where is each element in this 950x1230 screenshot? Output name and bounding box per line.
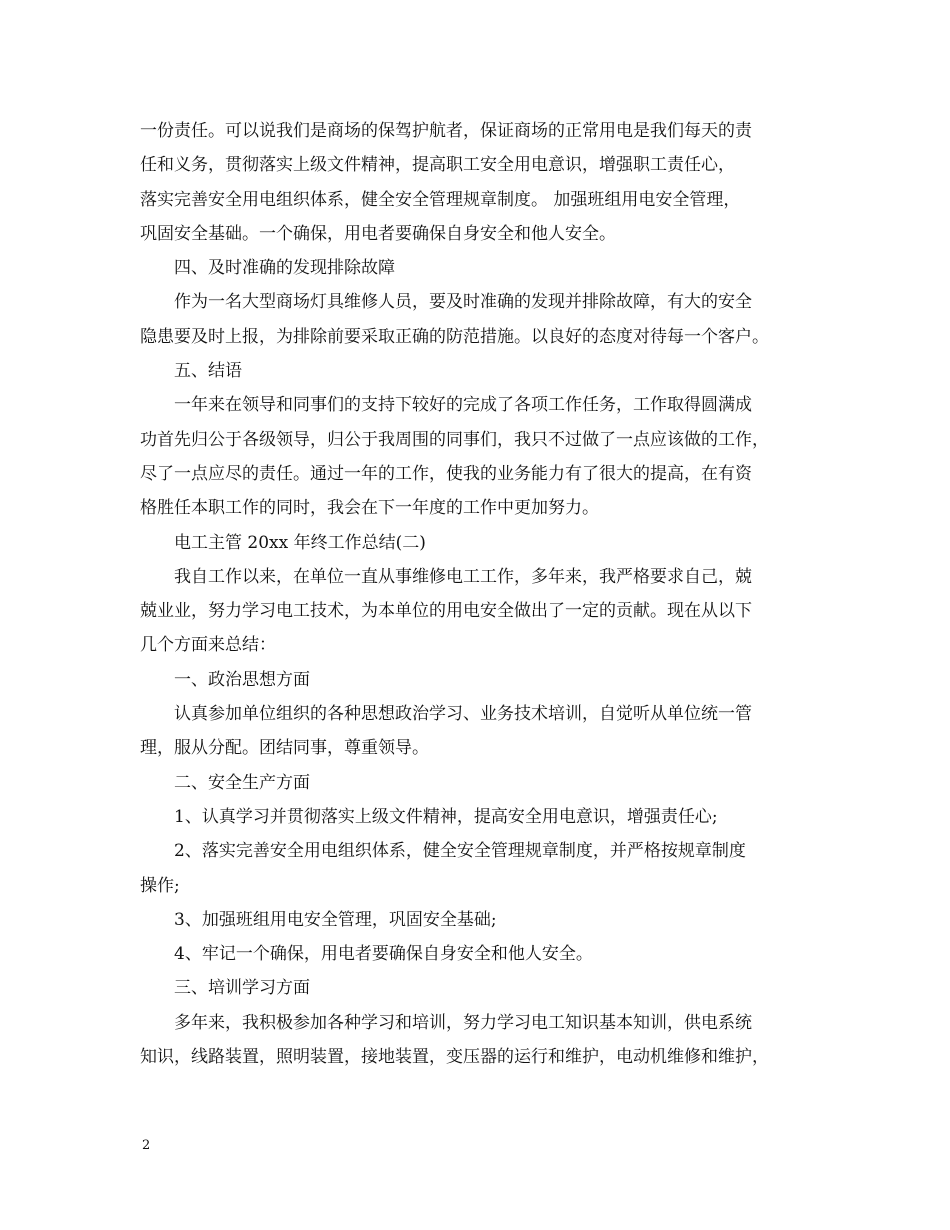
- text-line: 操作;: [140, 875, 180, 896]
- text-line: 五、结语: [174, 361, 242, 382]
- text-line: 2、落实完善安全用电组织体系，健全安全管理规章制度，并严格按规章制度: [174, 841, 746, 862]
- text-line: 理，服从分配。团结同事，尊重领导。: [140, 738, 429, 759]
- text-line: 多年来，我积极参加各种学习和培训，努力学习电工知识基本知训，供电系统: [174, 1012, 752, 1033]
- text-line: 1、认真学习并贯彻落实上级文件精神，提高安全用电意识，增强责任心;: [174, 806, 718, 827]
- document-body: [140, 114, 830, 1074]
- text-line: 巩固安全基础。一个确保，用电者要确保自身安全和他人安全。: [140, 223, 616, 244]
- text-line: 尽了一点应尽的责任。通过一年的工作，使我的业务能力有了很大的提高，在有资: [140, 463, 752, 484]
- text-line: 功首先归公于各级领导，归公于我周围的同事们，我只不过做了一点应该做的工作，: [140, 429, 769, 450]
- text-line: 二、安全生产方面: [174, 772, 310, 793]
- text-line: 四、及时准确的发现排除故障: [174, 258, 395, 279]
- text-line: 格胜任本职工作的同时，我会在下一年度的工作中更加努力。: [140, 498, 599, 519]
- text-line: 任和义务，贯彻落实上级文件精神，提高职工安全用电意识，增强职工责任心，: [140, 155, 735, 176]
- text-line: 一份责任。可以说我们是商场的保驾护航者，保证商场的正常用电是我们每天的责: [140, 121, 752, 141]
- text-line: 知识，线路装置，照明装置，接地装置，变压器的运行和维护，电动机维修和维护，: [140, 1047, 769, 1068]
- text-line: 一年来在领导和同事们的支持下较好的完成了各项工作任务，工作取得圆满成: [174, 395, 752, 416]
- text-line: 几个方面来总结：: [140, 635, 276, 656]
- text-line: 我自工作以来，在单位一直从事维修电工工作，多年来，我严格要求自己，兢: [174, 566, 752, 587]
- text-line: 一、政治思想方面: [174, 669, 310, 690]
- page-number: 2: [142, 1138, 151, 1153]
- text-line: 3、加强班组用电安全管理，巩固安全基础;: [174, 909, 497, 930]
- text-line: 电工主管 20xx 年终工作总结(二): [174, 532, 426, 553]
- text-line: 4、牢记一个确保，用电者要确保自身安全和他人安全。: [174, 944, 593, 965]
- text-line: 隐患要及时上报，为排除前要采取正确的防范措施。以良好的态度对待每一个客户。: [140, 326, 769, 347]
- text-line: 认真参加单位组织的各种思想政治学习、业务技术培训，自觉听从单位统一管: [174, 704, 752, 725]
- text-line: 落实完善安全用电组织体系，健全安全管理规章制度。 加强班组用电安全管理，: [140, 189, 741, 210]
- text-line: 三、培训学习方面: [174, 978, 310, 999]
- text-line: 兢业业，努力学习电工技术，为本单位的用电安全做出了一定的贡献。现在从以下: [140, 601, 752, 622]
- text-line: 作为一名大型商场灯具维修人员，要及时准确的发现并排除故障，有大的安全: [174, 292, 752, 313]
